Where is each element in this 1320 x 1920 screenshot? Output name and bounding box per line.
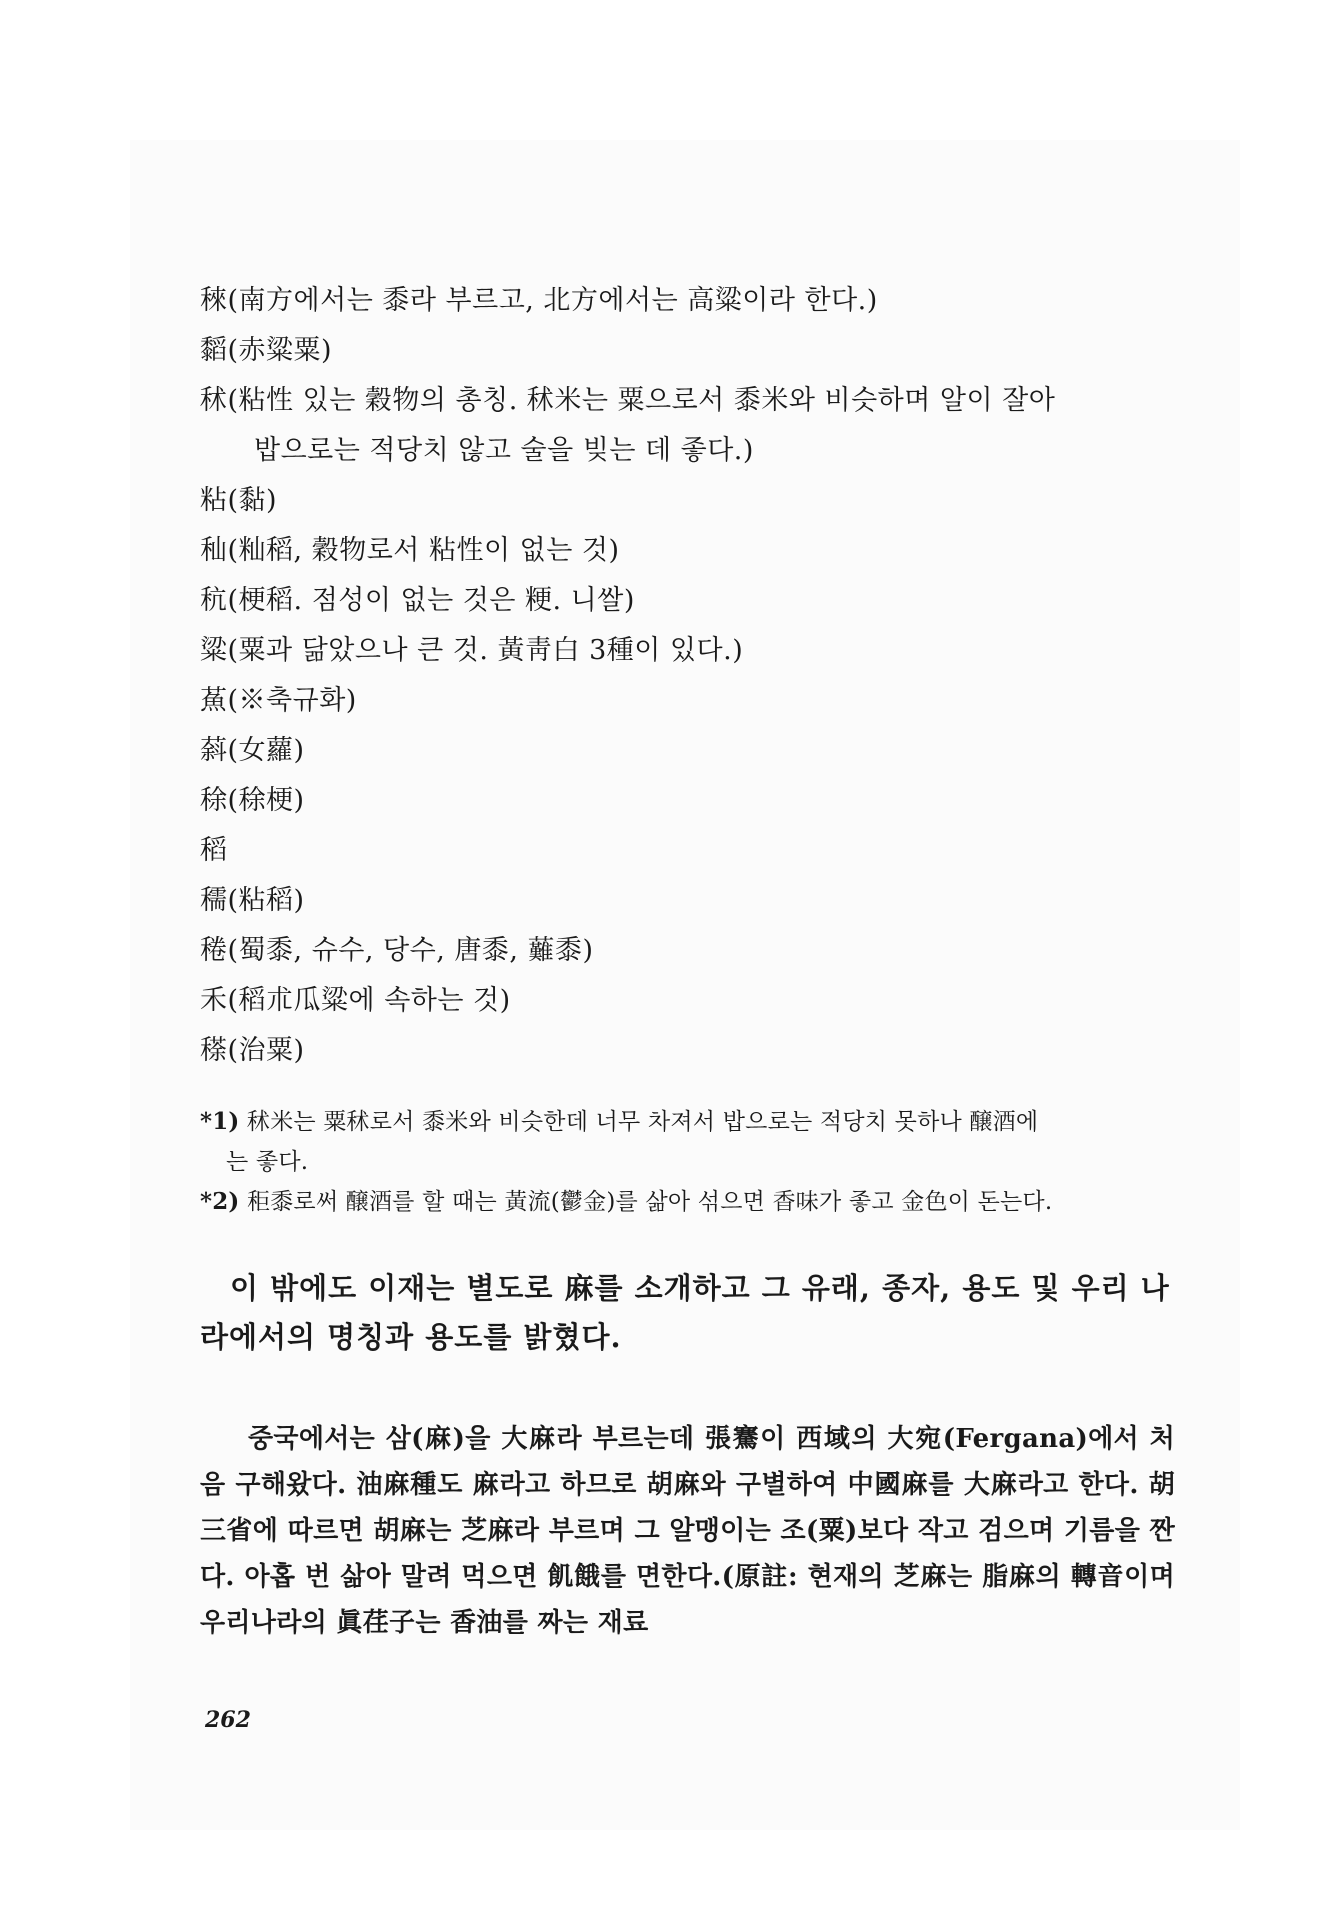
entry-item: 粘(黏) (200, 485, 278, 516)
entry-item: 稻 (200, 835, 228, 866)
entry-item: 䔡(※축규화) (200, 685, 357, 716)
entry-continuation: 밥으로는 적당치 않고 술을 빚는 데 좋다.) (254, 435, 754, 466)
entry-item: 䅚(蜀黍, 슈수, 당수, 唐黍, 䕼黍) (200, 935, 594, 966)
entry-item: 秔(梗稻. 점성이 없는 것은 粳. 니쌀) (200, 585, 635, 616)
footnote-mark: *2) (200, 1188, 240, 1215)
footnote-mark: *1) (200, 1108, 240, 1135)
entry-list (200, 276, 1175, 1076)
entry-item: 禾(稻朮瓜粱에 속하는 것) (200, 985, 511, 1016)
footnote-continuation: 는 좋다. (226, 1149, 309, 1175)
entry-item: 粱(粟과 닮았으나 큰 것. 黃靑白 3種이 있다.) (200, 635, 744, 666)
entry-text: 秫(粘性 있는 穀物의 총칭. 秫米는 粟으로서 黍米와 비슷하며 알이 잘아 (200, 385, 1056, 416)
body-paragraph-2: 중국에서는 삼(麻)을 大麻라 부르는데 張騫이 西域의 大宛(Fergana)에서 처음 구해왔다. 油麻種도 麻라고 하므로 胡麻와 구별하여 中國麻를 大麻라고 한다. 胡三省에 따르면 胡麻는 芝麻라 부르며 그 알맹이는 조(粟)보다 작고 검으며 기름을 짠다. 아홉 번 삶아 말려 먹으면 飢餓를 면한다.(原註: 현재의 芝麻는 脂麻의 轉音이며 우리나라의 眞荏子는 香油를 짜는 재료 (200, 1424, 1175, 1638)
footnote-2 (200, 1182, 1175, 1222)
entry-item (200, 376, 1175, 476)
entry-item: 䔑(女蘿) (200, 735, 305, 766)
page-content (200, 276, 1175, 1672)
body-paragraph-1: 이 밖에도 이재는 별도로 麻를 소개하고 그 유래, 종자, 용도 및 우리 나라에서의 명칭과 용도를 밝혔다. (200, 1271, 1170, 1354)
page-number: 262 (205, 1707, 251, 1733)
footnotes (200, 1102, 1175, 1222)
entry-item: 䵚(赤粱粟) (200, 335, 333, 366)
entry-item: 䅷(治粟) (200, 1035, 305, 1066)
entry-item: 䅘(南方에서는 黍라 부르고, 北方에서는 高粱이라 한다.) (200, 285, 878, 316)
entry-item: 稌(稌梗) (200, 785, 305, 816)
footnote-text: 秬黍로써 醸酒를 할 때는 黃流(鬱金)를 삶아 섞으면 香味가 좋고 金色이 돈는다. (247, 1189, 1053, 1215)
entry-item: 秈(籼稻, 穀物로서 粘性이 없는 것) (200, 535, 620, 566)
footnote-text: 秫米는 粟秫로서 黍米와 비슷한데 너무 차져서 밥으로는 적당치 못하나 醸酒에 (247, 1109, 1039, 1135)
footnote-1 (200, 1102, 1175, 1182)
entry-item: 穤(粘稻) (200, 885, 305, 916)
